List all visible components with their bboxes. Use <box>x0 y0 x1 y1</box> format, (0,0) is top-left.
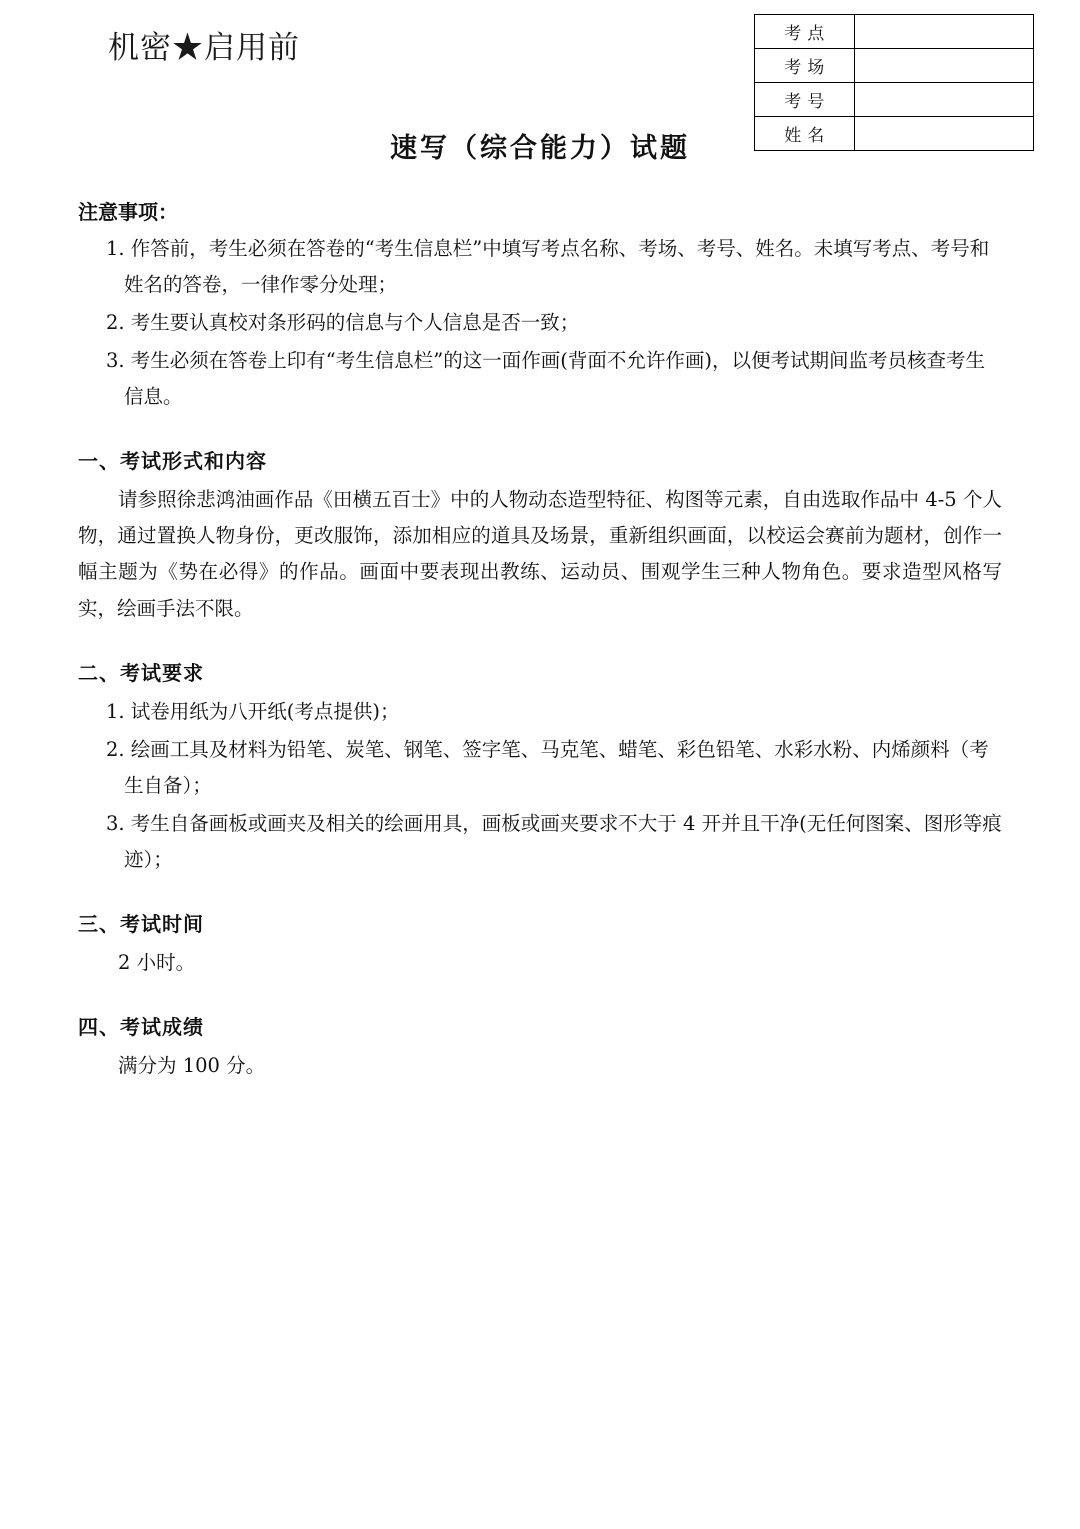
list-item: 1. 试卷用纸为八开纸(考点提供)； <box>106 699 400 723</box>
section-text: 满分为 100 分。 <box>118 1053 266 1077</box>
section-exam-requirements <box>78 657 1002 878</box>
info-value-exam-number[interactable] <box>854 83 1033 117</box>
table-row <box>755 83 1034 117</box>
section-exam-score <box>78 1011 1002 1084</box>
page-title: 速写（综合能力）试题 <box>390 133 690 164</box>
table-row <box>755 49 1034 83</box>
info-label-exam-site: 考点 <box>755 15 855 49</box>
notice-heading: 注意事项： <box>78 200 178 224</box>
table-row <box>755 15 1034 49</box>
info-label-name: 姓名 <box>755 117 855 151</box>
list-item: 2. 考生要认真校对条形码的信息与个人信息是否一致； <box>106 311 580 335</box>
list-item: 2. 绘画工具及材料为铅笔、炭笔、钢笔、签字笔、马克笔、蜡笔、彩色铅笔、水彩水粉、内烯颜料（考生自备）； <box>106 737 989 797</box>
section-heading: 一、考试形式和内容 <box>78 449 267 474</box>
requirements-list <box>78 694 1002 878</box>
section-paragraph: 请参照徐悲鸿油画作品《田横五百士》中的人物动态造型特征、构图等元素，自由选取作品中 4-5 个人物，通过置换人物身份，更改服饰，添加相应的道具及场景，重新组织画面，以校运会赛前为题材，创作一幅主题为《势在必得》的作品。画面中要表现出教练、运动员、围观学生三种人物角色。要求造型风格写实，绘画手法不限。 <box>78 488 1002 620</box>
section-heading: 四、考试成绩 <box>78 1014 204 1039</box>
info-label-exam-number: 考号 <box>755 83 855 117</box>
info-value-exam-room[interactable] <box>854 49 1033 83</box>
confidential-mark: 机密★启用前 <box>108 30 300 66</box>
document-body <box>0 196 1080 1084</box>
section-heading: 二、考试要求 <box>78 660 204 685</box>
section-text: 2 小时。 <box>118 950 196 974</box>
page-header <box>0 0 1080 170</box>
list-item: 1. 作答前，考生必须在答卷的“考生信息栏”中填写考点名称、考场、考号、姓名。未填写考点、考号和姓名的答卷，一律作零分处理； <box>106 237 990 297</box>
info-value-exam-site[interactable] <box>854 15 1033 49</box>
section-exam-time <box>78 908 1002 981</box>
section-heading: 三、考试时间 <box>78 911 204 936</box>
info-label-exam-room: 考场 <box>755 49 855 83</box>
section-exam-format <box>78 445 1002 626</box>
notice-list <box>78 231 1002 415</box>
list-item: 3. 考生自备画板或画夹及相关的绘画用具，画板或画夹要求不大于 4 开并且干净(无任何图案、图形等痕迹）； <box>106 811 1002 871</box>
list-item: 3. 考生必须在答卷上印有“考生信息栏”的这一面作画(背面不允许作画)，以便考试期间监考员核查考生信息。 <box>106 349 985 409</box>
